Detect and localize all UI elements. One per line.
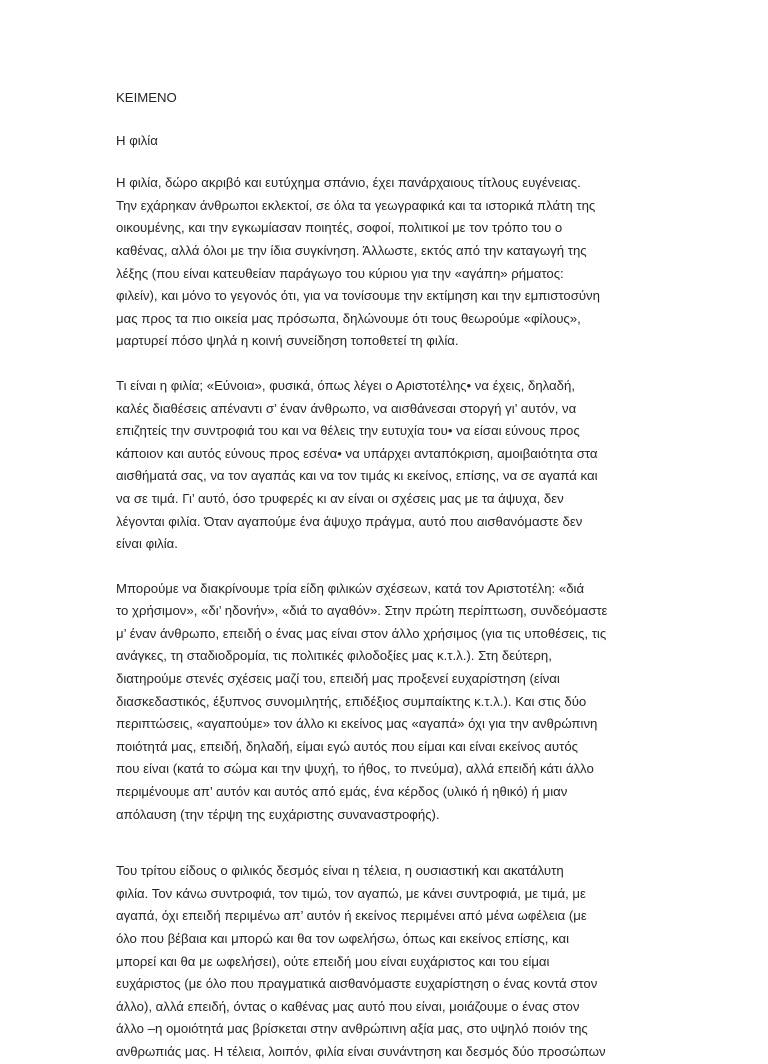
paragraph-line: το χρήσιμον», «δι’ ηδονήν», «διά το αγαθόν». Στην πρώτη περίπτωση, συνδεόμαστε xyxy=(116,603,608,619)
paragraph-line: ανθρωπιάς μας. Η τέλεια, λοιπόν, φιλία είναι συνάντηση και δεσμός δύο προσώπων xyxy=(116,1043,606,1059)
paragraph-line: να σε τιμά. Γι’ αυτό, όσο τρυφερές κι αν είναι οι σχέσεις μας με τα άψυχα, δεν xyxy=(116,490,564,506)
paragraph-line: καλές διαθέσεις απέναντι σ’ έναν άνθρωπο, να αισθάνεσαι στοργή γι’ αυτόν, να xyxy=(116,400,577,416)
document-title: Η φιλία xyxy=(116,132,158,148)
paragraph-line: μπορεί και θα με ωφελήσει), ούτε επειδή μου είναι ευχάριστος και του είμαι xyxy=(116,953,550,969)
paragraph-line: λέξης (που είναι κατευθείαν παράγωγο του κύριου για την «αγάπη» ρήματος: xyxy=(116,265,564,281)
paragraph-line: μαρτυρεί πόσο ψηλά η κοινή συνείδηση τοποθετεί τη φιλία. xyxy=(116,333,459,349)
paragraph-line: άλλο –η ομοιότητά μας βρίσκεται στην ανθρώπινη αξία μας, στο υψηλό ποιόν της xyxy=(116,1021,588,1037)
paragraph-line: άλλο), αλλά επειδή, όντας ο καθένας μας αυτό που είναι, μοιάζουμε ο ένας στον xyxy=(116,998,580,1014)
paragraph-line: όλο που βέβαια και μπορώ και θα τον ωφελήσω, όπως και εκείνος επίσης, και xyxy=(116,931,570,946)
paragraph-line: αγαπά, όχι επειδή περιμένω απ’ αυτόν ή εκείνος περιμένει από μένα ωφέλεια (με xyxy=(116,908,587,924)
paragraph-line: φιλία. Τον κάνω συντροφιά, τον τιμώ, τον αγαπώ, με κάνει συντροφιά, με τιμά, με xyxy=(116,885,586,901)
paragraph-line: που είναι (κατά το σώμα και την ψυχή, το ήθος, το πνεύμα), αλλά επειδή κάτι άλλο xyxy=(116,761,594,777)
paragraph-line: ευχάριστος (με όλο που πραγματικά αισθανόμαστε ευχαρίστηση ο ένας κοντά στον xyxy=(116,976,598,992)
paragraph-line: απόλαυση (την τέρψη της ευχάριστης συναναστροφής). xyxy=(116,806,440,822)
paragraph-line: ποιότητά μας, επειδή, δηλαδή, είμαι εγώ αυτός που είμαι και είναι εκείνος αυτός xyxy=(116,738,579,754)
paragraph-4 xyxy=(116,860,664,1063)
paragraph-line: ανάγκες, τη σταδιοδρομία, τις πολιτικές φιλοδοξίες μας κ.τ.λ.). Στη δεύτερη, xyxy=(116,648,552,664)
paragraph-line: κάποιον και αυτός εύνους προς εσένα• να υπάρχει ανταπόκριση, αμοιβαιότητα στα xyxy=(116,445,598,461)
paragraph-line: Τι είναι η φιλία; «Εύνοια», φυσικά, όπως λέγει ο Αριστοτέλης• να έχεις, δηλαδή, xyxy=(116,377,576,393)
paragraph-line: διασκεδαστικός, έξυπνος συνομιλητής, επιδέξιος συμπαίκτης κ.τ.λ.). Και στις δύο xyxy=(116,693,587,709)
paragraph-line: είναι φιλία. xyxy=(116,536,178,552)
paragraph-line: μας προς τα πιο οικεία μας πρόσωπα, δηλώνουμε ότι τους θεωρούμε «φίλους», xyxy=(116,310,581,326)
paragraph-line: φιλείν), και μόνο το γεγονός ότι, για να τονίσουμε την εκτίμηση και την εμπιστοσύνη xyxy=(116,288,600,304)
paragraph-1 xyxy=(116,172,664,353)
paragraph-line: λέγονται φιλία. Όταν αγαπούμε ένα άψυχο πράγμα, αυτό που αισθανόμαστε δεν xyxy=(116,513,583,529)
document-page xyxy=(116,87,664,1064)
paragraph-line: Η φιλία, δώρο ακριβό και ευτύχημα σπάνιο, έχει πανάρχαιους τίτλους ευγένειας. xyxy=(116,175,581,191)
paragraph-line: Μπορούμε να διακρίνουμε τρία είδη φιλικών σχέσεων, κατά τον Αριστοτέλη: «διά xyxy=(116,580,585,596)
paragraph-line: μ’ έναν άνθρωπο, επειδή ο ένας μας είναι στον άλλο χρήσιμος (για τις υποθέσεις, τις xyxy=(116,625,607,641)
paragraph-2 xyxy=(116,375,664,556)
paragraph-line: διατηρούμε στενές σχέσεις μαζί του, επειδή μας προξενεί ευχαρίστηση (είναι xyxy=(116,671,560,687)
paragraph-line: περιμένουμε απ’ αυτόν και αυτός από εμάς, ένα κέρδος (υλικό ή ηθικό) ή μιαν xyxy=(116,784,568,800)
paragraph-line: επιζητείς την συντροφιά του και να θέλεις την ευτυχία του• να είσαι εύνους προς xyxy=(116,423,580,439)
paragraph-line: οικουμένης, και την εγκωμίασαν ποιητές, σοφοί, πολιτικοί με τον τρόπο του ο xyxy=(116,220,563,236)
paragraph-line: καθένας, αλλά όλοι με την ίδια συγκίνηση. Άλλωστε, εκτός από την καταγωγή της xyxy=(116,242,587,258)
paragraph-line: Την εχάρηκαν άνθρωποι εκλεκτοί, σε όλα τα γεωγραφικά και τα ιστορικά πλάτη της xyxy=(116,197,596,213)
paragraph-line: αισθήματά σας, να τον αγαπάς και να τον τιμάς κι εκείνος, επίσης, να σε αγαπά και xyxy=(116,468,598,484)
paragraph-line: περιπτώσεις, «αγαπούμε» τον άλλο κι εκείνος μας «αγαπά» όχι για την ανθρώπινη xyxy=(116,716,598,732)
document-heading: ΚΕΙΜΕΝΟ xyxy=(116,90,177,105)
paragraph-3 xyxy=(116,578,664,827)
paragraph-line: Του τρίτου είδους ο φιλικός δεσμός είναι η τέλεια, η ουσιαστική και ακατάλυτη xyxy=(116,863,564,879)
